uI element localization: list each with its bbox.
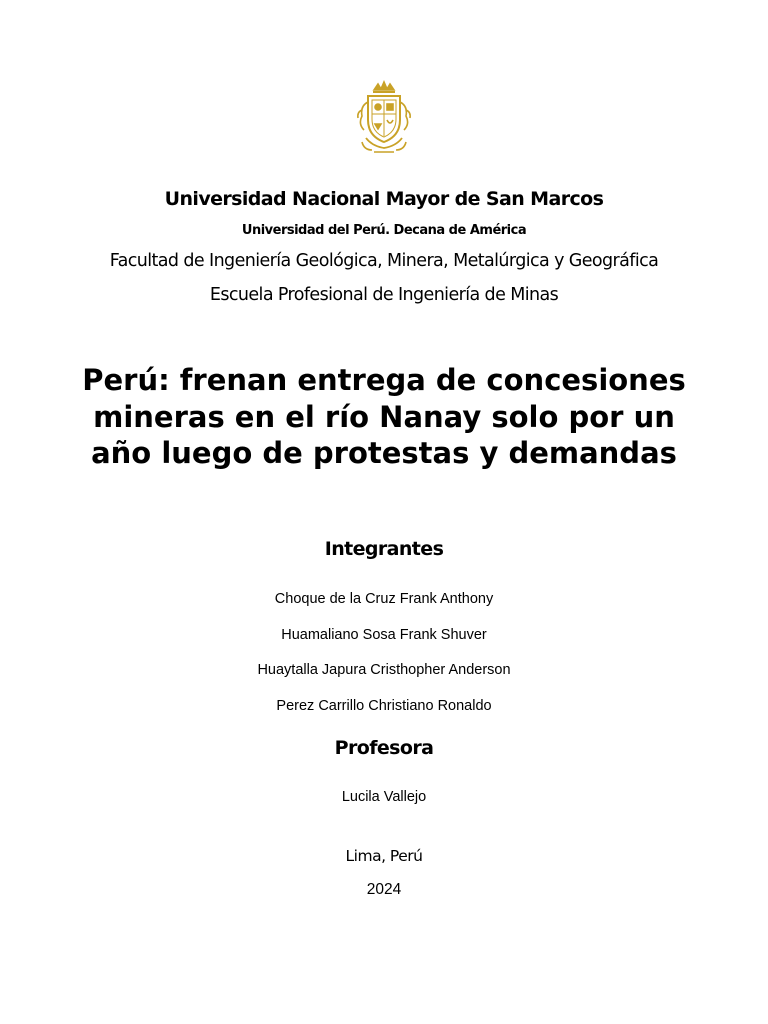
member-name: Perez Carrillo Christiano Ronaldo xyxy=(276,698,492,714)
member-name: Huaytalla Japura Cristhopher Anderson xyxy=(257,662,511,678)
document-title: Perú: frenan entrega de concesiones mineras en el río Nanay solo por un año luego de protestas y demandas xyxy=(82,363,686,470)
teacher-name: Lucila Vallejo xyxy=(341,789,427,805)
university-crest-icon xyxy=(352,80,416,154)
member-name: Choque de la Cruz Frank Anthony xyxy=(274,591,494,607)
university-subtitle: Universidad del Perú. Decana de América xyxy=(241,223,527,238)
members-heading: Integrantes xyxy=(324,538,444,560)
member-name: Huamaliano Sosa Frank Shuver xyxy=(281,627,487,643)
university-name: Universidad Nacional Mayor de San Marcos xyxy=(164,188,604,210)
city-label: Lima, Perú xyxy=(345,847,423,865)
school-name: Escuela Profesional de Ingeniería de Minas xyxy=(209,285,559,305)
year-label: 2024 xyxy=(366,881,402,898)
teacher-heading: Profesora xyxy=(334,737,434,759)
faculty-name: Facultad de Ingeniería Geológica, Minera, Metalúrgica y Geográfica xyxy=(109,251,659,271)
